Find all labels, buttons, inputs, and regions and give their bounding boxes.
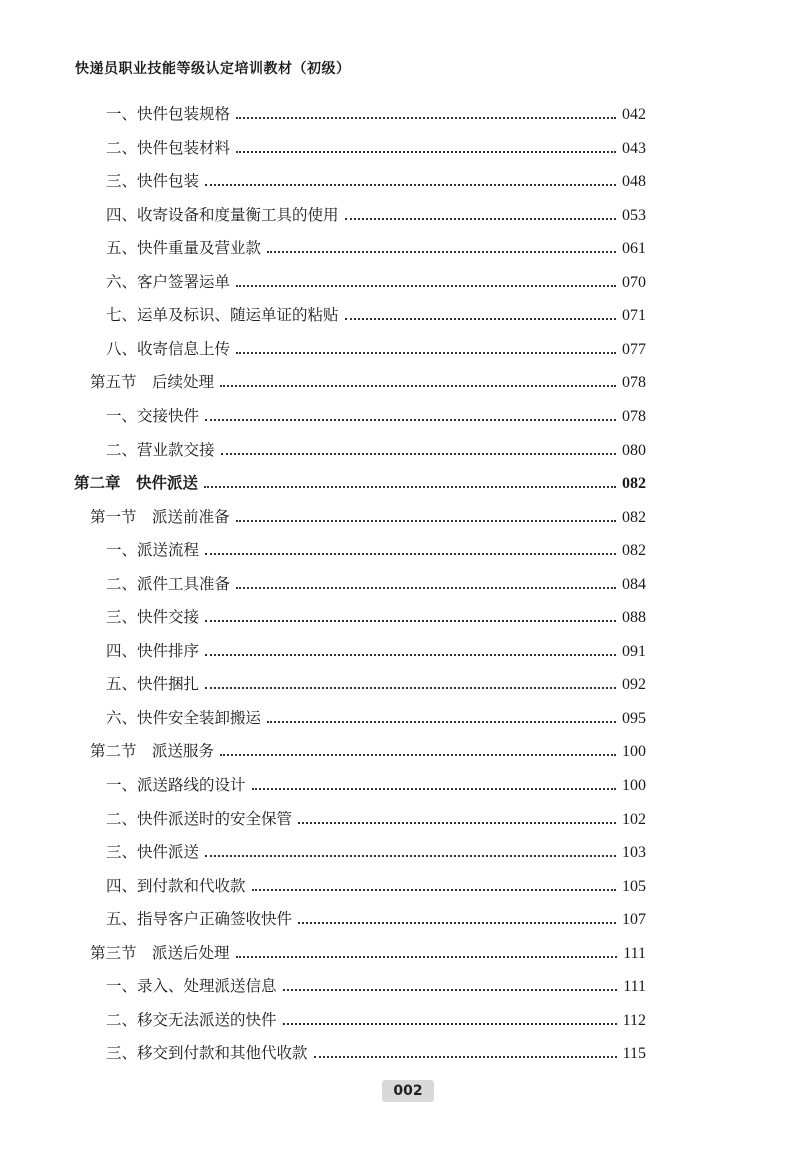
toc-entry-section: [90, 937, 646, 970]
dot-leader: [220, 753, 616, 756]
toc-entry-page: 043: [622, 139, 646, 157]
toc-entry-label: 五、指导客户正确签收快件: [106, 910, 293, 929]
toc-entry-label: 八、收寄信息上传: [106, 339, 231, 358]
dot-leader: [267, 720, 616, 723]
dot-leader: [298, 921, 616, 924]
running-header: 快递员职业技能等级认定培训教材（初级）: [75, 61, 351, 77]
dot-leader: [205, 552, 616, 555]
toc-entry-label: 二、营业款交接: [106, 440, 215, 459]
toc-entry-item: [106, 903, 646, 936]
toc-entry-label: 一、快件包装规格: [106, 105, 231, 123]
toc-entry-page: 084: [622, 575, 646, 593]
toc-entry-label: 二、快件包装材料: [106, 138, 231, 157]
toc-entry-label: 四、到付款和代收款: [106, 876, 246, 895]
toc-entry-label: 第五节 后续处理: [90, 373, 215, 392]
toc-entry-section: [90, 366, 646, 399]
toc-entry-page: 092: [622, 676, 646, 694]
toc-entry-page: 100: [622, 743, 646, 761]
toc-entry-label: 六、快件安全装卸搬运: [106, 708, 262, 727]
toc-entry-item: [106, 132, 646, 165]
toc-entry-item: [106, 769, 646, 802]
toc-entry-page: 088: [622, 609, 646, 627]
dot-leader: [236, 955, 618, 958]
toc-entry-label: 三、快件派送: [106, 843, 200, 862]
toc-entry-page: 111: [623, 978, 646, 996]
toc-entry-label: 五、快件重量及营业款: [106, 239, 262, 258]
toc-entry-item: [106, 1004, 646, 1037]
toc-entry-label: 二、快件派送时的安全保管: [106, 809, 293, 828]
toc-entry-page: 071: [622, 307, 646, 325]
toc-entry-page: 053: [622, 206, 646, 224]
toc-entry-page: 042: [622, 106, 646, 123]
toc-entry-label: 第二节 派送服务: [90, 742, 215, 761]
toc-entry-item: [106, 803, 646, 836]
dot-leader: [267, 250, 616, 253]
toc-entry-item: [106, 266, 646, 299]
dot-leader: [252, 787, 616, 790]
toc-entry-label: 一、录入、处理派送信息: [106, 977, 277, 996]
dot-leader: [236, 586, 616, 589]
toc-entry-item: [106, 601, 646, 634]
dot-leader: [314, 1055, 617, 1058]
toc-entry-label: 第一节 派送前准备: [90, 507, 230, 526]
toc-entry-page: 102: [622, 810, 646, 828]
toc-entry-item: [106, 970, 646, 1003]
dot-leader: [204, 485, 616, 488]
toc-entry-page: 100: [622, 777, 646, 794]
toc-entry-page: 048: [622, 173, 646, 191]
toc-entry-page: 078: [622, 374, 646, 392]
toc-entry-page: 078: [622, 407, 646, 425]
toc-entry-item: [106, 1037, 646, 1070]
dot-leader: [205, 418, 616, 421]
toc-entry-item: [106, 434, 646, 467]
toc-entry-label: 七、运单及标识、随运单证的粘贴: [106, 306, 339, 325]
toc-entry-label: 四、收寄设备和度量衡工具的使用: [106, 205, 339, 224]
toc-entry-page: 082: [622, 542, 646, 560]
toc-entry-item: [106, 199, 646, 232]
dot-leader: [345, 317, 616, 320]
dot-leader: [236, 284, 616, 287]
toc-entry-page: 061: [622, 240, 646, 258]
toc-entry-item: [106, 165, 646, 198]
toc-entry-page: 115: [622, 1045, 646, 1063]
toc-entry-item: [106, 400, 646, 433]
dot-leader: [236, 116, 616, 119]
dot-leader: [205, 854, 616, 857]
toc-entry-label: 五、快件捆扎: [106, 675, 200, 694]
dot-leader: [283, 988, 618, 991]
dot-leader: [298, 821, 616, 824]
dot-leader: [345, 217, 616, 220]
dot-leader: [205, 686, 616, 689]
dot-leader: [205, 619, 616, 622]
toc-entry-item: [106, 870, 646, 903]
toc-entry-page: 103: [622, 844, 646, 862]
dot-leader: [205, 653, 616, 656]
dot-leader: [220, 384, 616, 387]
toc-entry-item: [106, 232, 646, 265]
toc-entry-item: [106, 702, 646, 735]
toc-entry-item: [106, 635, 646, 668]
dot-leader: [205, 183, 616, 186]
toc-entry-page: 070: [622, 273, 646, 291]
toc-entry-page: 082: [622, 508, 646, 526]
toc-entry-page: 082: [622, 475, 646, 493]
toc-entry-item: [106, 333, 646, 366]
toc-entry-label: 二、移交无法派送的快件: [106, 1010, 277, 1029]
dot-leader: [221, 452, 616, 455]
toc-entry-label: 六、客户签署运单: [106, 272, 231, 291]
dot-leader: [236, 351, 616, 354]
toc-entry-item: [106, 568, 646, 601]
toc-entry-page: 095: [622, 709, 646, 727]
dot-leader: [283, 1022, 617, 1025]
toc-entry-chapter: [74, 467, 646, 500]
toc-entry-page: 077: [622, 340, 646, 358]
toc-entry-item: [106, 534, 646, 567]
toc-entry-page: 091: [622, 642, 646, 660]
toc-entry-label: 一、交接快件: [106, 406, 200, 425]
toc-entry-label: 一、派送流程: [106, 541, 200, 560]
toc-entry-label: 三、快件包装: [106, 172, 200, 191]
dot-leader: [236, 150, 616, 153]
toc-entry-label: 第二章 快件派送: [74, 474, 199, 493]
toc-entry-label: 三、移交到付款和其他代收款: [106, 1044, 308, 1063]
toc-entry-page: 112: [622, 1011, 646, 1029]
toc-entry-item: [106, 98, 646, 131]
dot-leader: [252, 888, 616, 891]
toc-entry-page: 107: [622, 911, 646, 929]
toc-entry-label: 第三节 派送后处理: [90, 943, 230, 962]
toc-entry-section: [90, 735, 646, 768]
page-number: 002: [382, 1080, 434, 1102]
toc-entry-item: [106, 299, 646, 332]
toc-entry-item: [106, 836, 646, 869]
toc-entry-section: [90, 501, 646, 534]
toc-entry-item: [106, 668, 646, 701]
toc-entry-label: 二、派件工具准备: [106, 574, 231, 593]
toc-entry-label: 一、派送路线的设计: [106, 776, 246, 794]
dot-leader: [236, 519, 616, 522]
toc-entry-label: 四、快件排序: [106, 641, 200, 660]
toc-entry-label: 三、快件交接: [106, 608, 200, 627]
toc-entry-page: 080: [622, 441, 646, 459]
toc-entry-page: 105: [622, 877, 646, 895]
toc-entry-page: 111: [623, 944, 646, 962]
